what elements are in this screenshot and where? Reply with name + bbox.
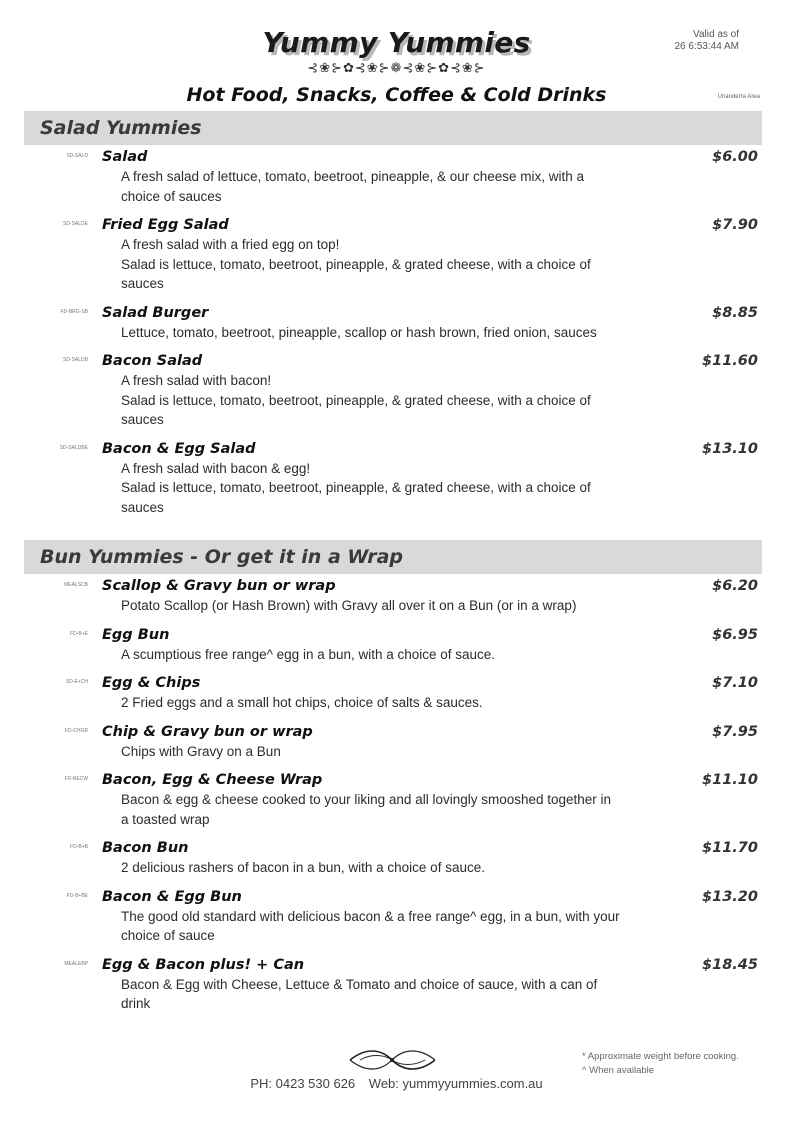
description-line: A fresh salad with a fried egg on top! xyxy=(121,237,340,252)
description-line: A fresh salad of lettuce, tomato, beetroot, pineapple, & our cheese mix, with a choice of sauces xyxy=(121,169,585,204)
description-line: Lettuce, tomato, beetroot, pineapple, scallop or hash brown, fried onion, sauces xyxy=(121,324,597,340)
menu-subtitle: Hot Food, Snacks, Coffee & Cold Drinks xyxy=(186,84,607,106)
item-description xyxy=(121,596,621,616)
item-price: $11.60 xyxy=(702,353,758,369)
item-description xyxy=(121,323,621,343)
flourish-icon xyxy=(345,1046,440,1074)
menu-item xyxy=(0,887,793,946)
valid-time: 26 6:53:44 AM xyxy=(674,41,739,52)
item-price: $6.20 xyxy=(712,578,758,594)
section-header-salad xyxy=(24,111,762,145)
item-name: Salad Burger xyxy=(102,304,209,321)
bun-item-list xyxy=(0,576,793,1023)
valid-as-of xyxy=(675,29,740,53)
item-code: SD-SALDBE xyxy=(59,444,88,451)
item-code: MEALSCB xyxy=(64,582,88,588)
item-code: FD-CHGR xyxy=(64,727,88,734)
section-title: Salad Yummies xyxy=(40,117,202,139)
item-code: FD-B+E xyxy=(70,630,88,637)
item-price: $6.95 xyxy=(712,626,758,643)
item-code: FD-BECW xyxy=(64,776,88,782)
description-line: A scumptious free range^ egg in a bun, with a choice of sauce. xyxy=(121,646,496,662)
menu-item xyxy=(0,625,793,665)
item-description xyxy=(121,235,621,294)
item-price: $6.00 xyxy=(712,149,758,165)
menu-item xyxy=(0,955,793,1014)
item-name: Bacon & Egg Bun xyxy=(102,888,242,905)
menu-item xyxy=(0,838,793,878)
description-line: Salad is lettuce, tomato, beetroot, pineapple, & grated cheese, with a choice of sauces xyxy=(121,392,591,427)
item-code: SD-SALDE xyxy=(62,221,88,227)
item-description xyxy=(121,790,621,829)
description-line: The good old standard with delicious bacon & a free range^ egg, in a bun, with your choice of sauce xyxy=(121,908,620,943)
description-line: 2 Fried eggs and a small hot chips, choice of salts & sauces. xyxy=(121,695,483,710)
item-description xyxy=(121,975,621,1014)
item-price: $7.10 xyxy=(712,675,758,691)
description-line: Potato Scallop (or Hash Brown) with Gravy all over it on a Bun (or in a wrap) xyxy=(121,598,577,613)
item-price: $18.45 xyxy=(702,956,758,973)
item-name: Egg & Chips xyxy=(102,675,201,691)
menu-item xyxy=(0,215,793,294)
item-name: Salad xyxy=(102,149,148,165)
menu-item xyxy=(0,147,793,206)
footnote-available: ^ When available xyxy=(582,1065,655,1076)
description-line: Salad is lettuce, tomato, beetroot, pineapple, & grated cheese, with a choice of sauces xyxy=(121,480,591,515)
item-price: $8.85 xyxy=(712,304,758,321)
item-name: Bacon Bun xyxy=(102,840,189,856)
item-description xyxy=(121,167,621,206)
item-code: FD-BRG-SB xyxy=(60,308,88,315)
item-code: MEALEBP xyxy=(64,960,88,967)
item-name: Scallop & Gravy bun or wrap xyxy=(102,578,336,594)
item-description xyxy=(121,645,621,665)
salad-item-list xyxy=(0,147,793,526)
item-code: FD-B+B xyxy=(70,844,88,850)
item-name: Bacon & Egg Salad xyxy=(102,440,256,457)
item-description xyxy=(121,459,621,518)
description-line: Salad is lettuce, tomato, beetroot, pineapple, & grated cheese, with a choice of sauces xyxy=(121,256,591,291)
phone-number: PH: 0423 530 626 xyxy=(250,1076,356,1091)
item-code: SD-SALDB xyxy=(62,357,88,363)
description-line: 2 delicious rashers of bacon in a bun, with a choice of sauce. xyxy=(121,860,485,875)
contact-line xyxy=(0,1076,793,1091)
item-description xyxy=(121,693,621,713)
description-line: Bacon & Egg with Cheese, Lettuce & Tomato and choice of sauce, with a can of drink xyxy=(121,976,598,1011)
item-description xyxy=(121,742,621,762)
footnotes xyxy=(582,1050,739,1078)
description-line: A fresh salad with bacon! xyxy=(121,373,272,388)
menu-item xyxy=(0,576,793,616)
website-text: Web: yummyyummies.com.au xyxy=(368,1076,543,1091)
menu-item xyxy=(0,439,793,518)
section-title: Bun Yummies - Or get it in a Wrap xyxy=(40,546,404,568)
item-name: Egg & Bacon plus! + Can xyxy=(102,956,305,973)
item-name: Egg Bun xyxy=(102,626,170,643)
menu-item xyxy=(0,770,793,829)
item-price: $13.20 xyxy=(702,888,758,905)
item-description xyxy=(121,858,621,878)
brand-title: Yummy Yummies xyxy=(262,26,531,59)
description-line: A fresh salad with bacon & egg! xyxy=(121,460,311,476)
valid-label: Valid as of xyxy=(693,29,739,40)
menu-item xyxy=(0,673,793,713)
item-code: SD-SALD xyxy=(66,153,88,159)
item-description xyxy=(121,907,621,946)
menu-item xyxy=(0,722,793,762)
ornament-divider: ⊰❀⊱✿⊰❀⊱❁⊰❀⊱✿⊰❀⊱ xyxy=(307,60,486,75)
item-price: $11.10 xyxy=(702,772,758,788)
section-header-bun xyxy=(24,540,762,574)
item-code: SD-E+CH xyxy=(65,679,88,685)
item-price: $7.95 xyxy=(712,723,758,740)
item-name: Bacon Salad xyxy=(102,353,203,369)
item-price: $7.90 xyxy=(712,217,758,233)
footnote-weight: * Approximate weight before cooking. xyxy=(582,1051,739,1062)
menu-item xyxy=(0,351,793,430)
item-price: $11.70 xyxy=(702,840,758,856)
item-name: Bacon, Egg & Cheese Wrap xyxy=(102,772,323,788)
item-price: $13.10 xyxy=(702,440,758,457)
item-code: FD-B+BE xyxy=(66,892,88,899)
description-line: Bacon & egg & cheese cooked to your liking and all lovingly smooshed together in a toasted wrap xyxy=(121,792,612,827)
area-label: Unanderra Area xyxy=(717,94,760,100)
item-name: Chip & Gravy bun or wrap xyxy=(102,723,313,740)
item-name: Fried Egg Salad xyxy=(102,217,229,233)
menu-item xyxy=(0,303,793,343)
item-description xyxy=(121,371,621,430)
description-line: Chips with Gravy on a Bun xyxy=(121,743,281,759)
